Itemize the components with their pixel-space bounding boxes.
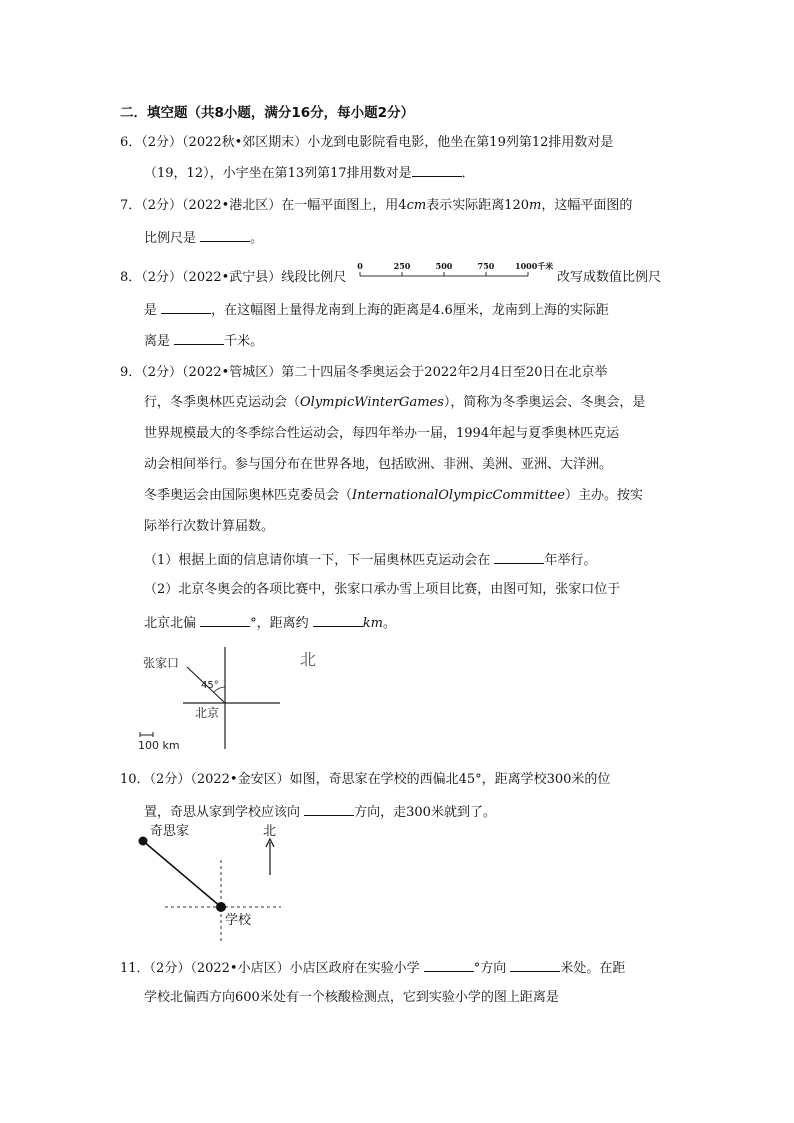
path-line <box>143 841 221 907</box>
q8-line3 <box>144 330 263 352</box>
q11-answer-blank-2[interactable] <box>510 957 560 972</box>
q9-sub2-line1: （2）北京冬奥会的各项比赛中，张家口承办雪上项目比赛，由图可知，张家口位于 <box>144 582 621 597</box>
q8-scale-bar <box>355 258 555 288</box>
q7-line1-text-b: 表示实际距离120 <box>426 198 530 213</box>
q9-sub2-text-b: °，距离约 <box>250 616 313 631</box>
school-point <box>216 902 226 912</box>
q6-line1: 6．（2分）（2022秋•郊区期末）小龙到电影院看电影，他坐在第19列第12排用数对是 <box>120 135 614 150</box>
q9-answer-blank-1[interactable] <box>494 549 544 564</box>
section-title: 二．填空题（共8小题，满分16分，每小题2分） <box>120 105 415 121</box>
q9-line2-text-a: 行，冬季奥林匹克运动会（ <box>144 395 301 410</box>
scale-tick-0: 0 <box>357 261 363 271</box>
q10-answer-blank[interactable] <box>304 801 354 816</box>
zhangjiakou-label: 张家口 <box>143 656 180 670</box>
q9-sub1-text-b: 年举行。 <box>544 553 597 568</box>
q9-line2-text-b: ），简称为冬季奥运会、冬奥会，是 <box>443 395 646 410</box>
q8-line2-text-b: ，在这幅图上量得龙南到上海的距离是4.6厘米，龙南到上海的实际距 <box>211 303 609 318</box>
q9-line5-text-b: ）主办。按实 <box>564 488 643 503</box>
beijing-label: 北京 <box>195 706 220 720</box>
q6-answer-blank[interactable] <box>412 162 462 177</box>
north-label: 北 <box>263 824 277 839</box>
q10-map-figure <box>135 820 315 950</box>
q9-answer-blank-3[interactable] <box>313 612 363 627</box>
q8-line3-text-b: 千米。 <box>224 334 264 349</box>
q8-line1-b: 改写成数值比例尺 <box>557 270 662 285</box>
q6-line2-end: ． <box>461 166 475 181</box>
q9-unit-km: km <box>362 616 383 631</box>
q8-answer-blank-2[interactable] <box>174 330 224 345</box>
q9-line5-text-a: 冬季奥运会由国际奥林匹克委员会（ <box>144 488 353 503</box>
q7-unit-cm: cm <box>406 198 427 213</box>
home-label: 奇思家 <box>150 824 190 839</box>
school-label: 学校 <box>225 913 252 928</box>
q10-line2-text-b: 方向，走300米就到了。 <box>354 805 496 820</box>
q9-line2-english: OlympicWinterGames <box>300 395 444 410</box>
q9-line1: 9．（2分）（2022•管城区）第二十四届冬季奥运会于2022年2月4日至20日在北京举 <box>120 365 608 380</box>
q8-line1-a: 8．（2分）（2022•武宁县）线段比例尺 <box>120 270 347 285</box>
q9-sub1 <box>144 549 596 571</box>
scale-tick-250: 250 <box>393 261 411 271</box>
q9-sub2-text-a: 北京北偏 <box>144 616 201 631</box>
home-point <box>139 837 148 846</box>
q9-line5 <box>144 486 643 506</box>
q7-line1 <box>120 196 632 216</box>
q9-answer-blank-2[interactable] <box>200 612 250 627</box>
q6-line2-text: （19，12），小宇坐在第13列第17排用数对是 <box>144 166 412 181</box>
q9-sub2-line2 <box>144 612 396 634</box>
q9-line6: 际举行次数计算届数。 <box>144 519 275 534</box>
q11-line1-text-b: °方向 <box>473 961 511 976</box>
q8-answer-blank-1[interactable] <box>161 299 211 314</box>
q7-answer-blank[interactable] <box>200 227 250 242</box>
q9-line3: 世界规模最大的冬季综合性运动会，每四年举办一届，1994年起与夏季奥林匹克运 <box>144 426 620 441</box>
scale-label: 100 km <box>138 739 180 752</box>
q7-line2-end: 。 <box>250 231 264 246</box>
q7-line1-text-c: ，这幅平面图的 <box>541 198 633 213</box>
q11-line1-text-a: 11．（2分）（2022•小店区）小店区政府在实验小学 <box>120 961 424 976</box>
q7-line2 <box>144 227 263 249</box>
q6-line2 <box>144 162 475 184</box>
q11-answer-blank-1[interactable] <box>424 957 474 972</box>
north-label: 北 <box>300 650 317 669</box>
scale-tick-1000: 1000千米 <box>515 261 554 271</box>
q11-line1-text-c: 米处。在距 <box>560 961 626 976</box>
scale-tick-750: 750 <box>477 261 495 271</box>
angle-label: 45° <box>201 680 219 691</box>
scale-tick-500: 500 <box>435 261 453 271</box>
q9-line5-english: InternationalOlympicCommittee <box>352 488 565 503</box>
q8-line2-text-a: 是 <box>144 303 162 318</box>
q11-line2: 学校北偏西方向600米处有一个核酸检测点，它到实验小学的图上距离是 <box>144 990 559 1005</box>
q10-line2-text-a: 置，奇思从家到学校应该向 <box>144 805 305 820</box>
q9-direction-figure <box>135 645 375 755</box>
q8-line2 <box>144 299 609 321</box>
q9-line4: 动会相间举行。参与国分布在世界各地，包括欧洲、非洲、美洲、亚洲、大洋洲。 <box>144 457 613 472</box>
q9-line2 <box>144 393 645 413</box>
q7-line2-text: 比例尺是 <box>144 231 201 246</box>
q7-line1-text-a: 7．（2分）（2022•港北区）在一幅平面图上，用4 <box>120 198 407 213</box>
q10-line1: 10．（2分）（2022•金安区）如图，奇思家在学校的西偏北45°，距离学校300米的位 <box>120 772 611 787</box>
q7-unit-m: m <box>529 198 542 213</box>
q9-sub1-text-a: （1）根据上面的信息请你填一下，下一届奥林匹克运动会在 <box>144 553 495 568</box>
q8-line3-text-a: 离是 <box>144 334 175 349</box>
q11-line1 <box>120 957 625 979</box>
q9-sub2-text-c: 。 <box>383 616 397 631</box>
